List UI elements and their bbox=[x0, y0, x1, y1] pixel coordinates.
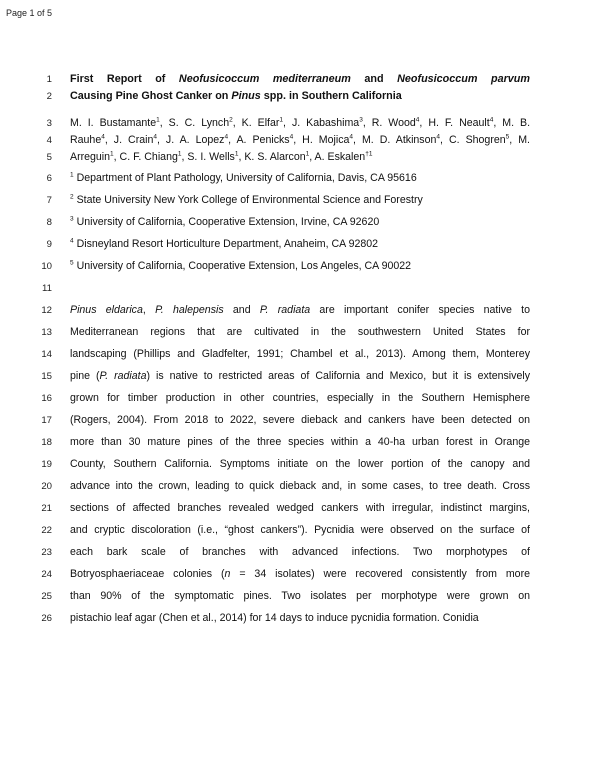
line-text: Causing Pine Ghost Canker on Pinus spp. in Southern California bbox=[70, 90, 402, 103]
manuscript-line bbox=[0, 566, 600, 588]
line-text: pine (P. radiata) is native to restricted areas of California and Mexico, but it is extensively bbox=[70, 370, 530, 383]
line-number: 13 bbox=[41, 327, 52, 339]
manuscript-line bbox=[0, 192, 600, 214]
line-number: 12 bbox=[41, 305, 52, 317]
line-text: M. I. Bustamante$^1$, S. C. Lynch$^2$, K. Elfar$^1$, J. Kabashima$^3$, R. Wood$^4$, H. F. Neault$^4$, M. B. bbox=[70, 116, 530, 129]
line-text: Arreguin$^1$, C. F. Chiang$^1$, S. I. Wells$^1$, K. S. Alarcon$^1$, A. Eskalen$^{\dagger 1}$ bbox=[70, 150, 373, 164]
line-number: 6 bbox=[46, 173, 52, 185]
manuscript-line bbox=[0, 170, 600, 192]
manuscript-line bbox=[0, 115, 600, 132]
manuscript-line bbox=[0, 456, 600, 478]
line-text: more than 30 mature pines of the three species within a 40-ha urban forest in Orange bbox=[70, 436, 530, 449]
manuscript-line bbox=[0, 71, 600, 88]
line-number: 23 bbox=[41, 547, 52, 559]
line-text: advance into the crown, leading to quick dieback and, in some cases, to tree death. Cross bbox=[70, 480, 530, 493]
manuscript-line bbox=[0, 324, 600, 346]
line-number: 14 bbox=[41, 349, 52, 361]
line-number: 15 bbox=[41, 371, 52, 383]
line-text: Pinus eldarica, P. halepensis and P. radiata are important conifer species native to bbox=[70, 304, 530, 317]
line-text: than 90% of the symptomatic pines. Two isolates per morphotype were grown on bbox=[70, 590, 530, 603]
manuscript-line bbox=[0, 258, 600, 280]
line-text: $^1$ Department of Plant Pathology, University of California, Davis, CA 95616 bbox=[70, 171, 417, 185]
manuscript-line bbox=[0, 500, 600, 522]
line-text: Mediterranean regions that are cultivated in the southwestern United States for bbox=[70, 326, 530, 339]
line-text: and cryptic discoloration (i.e., “ghost cankers”). Pycnidia were observed on the surface of bbox=[70, 524, 530, 537]
line-text: First Report of Neofusicoccum mediterraneum and Neofusicoccum parvum bbox=[70, 73, 530, 85]
line-number: 10 bbox=[41, 261, 52, 273]
manuscript-line bbox=[0, 302, 600, 324]
line-number: 18 bbox=[41, 437, 52, 449]
manuscript-line bbox=[0, 544, 600, 566]
line-number: 16 bbox=[41, 393, 52, 405]
page-number-label: Page 1 of 5 bbox=[6, 8, 53, 18]
line-number: 25 bbox=[41, 591, 52, 603]
line-text: County, Southern California. Symptoms initiate on the lower portion of the canopy and bbox=[70, 458, 530, 471]
line-text: Rauhe$^4$, J. Crain$^4$, J. A. Lopez$^4$, A. Penicks$^4$, H. Mojica$^4$, M. D. Atkinson$^4$, C. Shogren$^5$, M. bbox=[70, 133, 530, 146]
line-number: 20 bbox=[41, 481, 52, 493]
line-text: grown for timber production in other countries, especially in the Southern Hemisphere bbox=[70, 392, 530, 405]
line-number: 26 bbox=[41, 613, 52, 625]
line-number: 17 bbox=[41, 415, 52, 427]
line-number: 19 bbox=[41, 459, 52, 471]
line-text: each bark scale of branches with advanced infections. Two morphotypes of bbox=[70, 546, 530, 559]
line-number: 5 bbox=[46, 152, 52, 164]
line-text: $^3$ University of California, Cooperative Extension, Irvine, CA 92620 bbox=[70, 215, 380, 229]
line-text: Botryosphaeriaceae colonies (n = 34 isolates) were recovered consistently from more bbox=[70, 568, 530, 581]
line-number: 2 bbox=[46, 91, 52, 103]
manuscript-line bbox=[0, 478, 600, 500]
manuscript-line bbox=[0, 280, 600, 302]
line-number: 24 bbox=[41, 569, 52, 581]
line-number: 7 bbox=[46, 195, 52, 207]
manuscript-line bbox=[0, 88, 600, 105]
manuscript-line bbox=[0, 368, 600, 390]
line-number: 1 bbox=[46, 74, 52, 85]
manuscript-line bbox=[0, 390, 600, 412]
document-body bbox=[0, 71, 600, 632]
line-text: $^2$ State University New York College of Environmental Science and Forestry bbox=[70, 193, 423, 207]
line-number: 8 bbox=[46, 217, 52, 229]
manuscript-line bbox=[0, 132, 600, 149]
line-text: (Rogers, 2004). From 2018 to 2022, severe dieback and cankers have been detected on bbox=[70, 414, 530, 427]
manuscript-line bbox=[0, 412, 600, 434]
line-number: 4 bbox=[46, 134, 52, 146]
line-number: 22 bbox=[41, 525, 52, 537]
manuscript-line bbox=[0, 522, 600, 544]
line-number: 21 bbox=[41, 503, 52, 515]
line-text: $^5$ University of California, Cooperative Extension, Los Angeles, CA 90022 bbox=[70, 259, 412, 273]
manuscript-line bbox=[0, 434, 600, 456]
line-number: 3 bbox=[46, 117, 52, 129]
line-text: pistachio leaf agar (Chen et al., 2014) for 14 days to induce pycnidia formation. Conidia bbox=[70, 612, 479, 625]
manuscript-line bbox=[0, 610, 600, 632]
spacer bbox=[0, 106, 600, 115]
line-text: sections of affected branches revealed wedged cankers with irregular, indistinct margins, bbox=[70, 502, 530, 515]
manuscript-line bbox=[0, 236, 600, 258]
line-number: 9 bbox=[46, 239, 52, 251]
manuscript-line bbox=[0, 149, 600, 166]
manuscript-line bbox=[0, 214, 600, 236]
manuscript-line bbox=[0, 588, 600, 610]
manuscript-line bbox=[0, 346, 600, 368]
line-number: 11 bbox=[42, 283, 52, 295]
line-text: $^4$ Disneyland Resort Horticulture Department, Anaheim, CA 92802 bbox=[70, 237, 379, 251]
line-text: landscaping (Phillips and Gladfelter, 1991; Chambel et al., 2013). Among them, Monterey bbox=[70, 348, 530, 361]
